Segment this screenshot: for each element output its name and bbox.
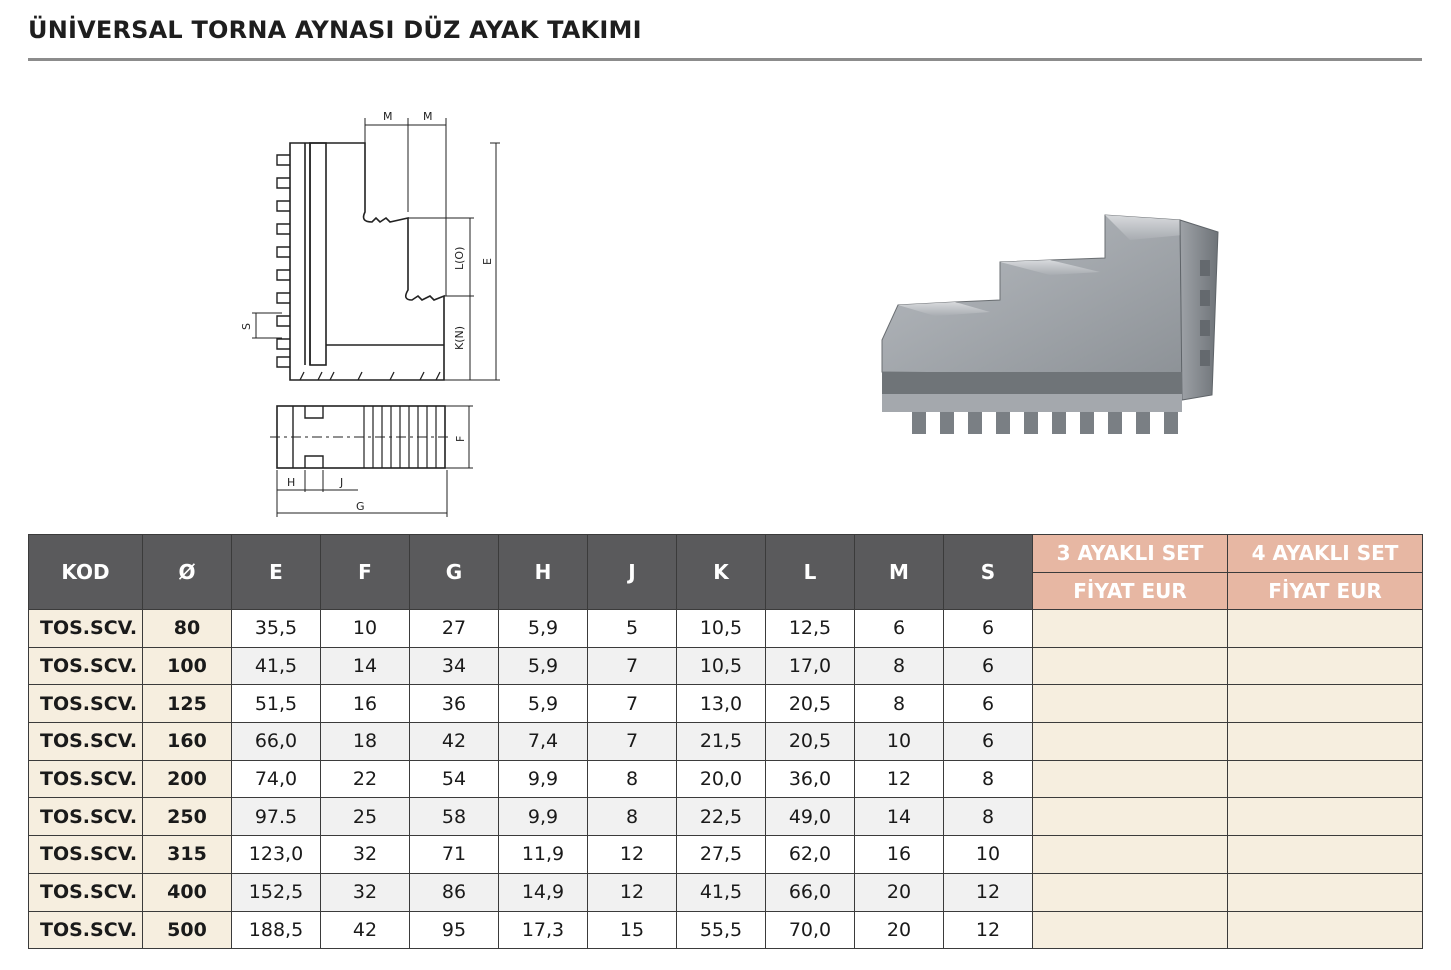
cell-price-3-jaw: [1033, 760, 1228, 798]
cell-s: 10: [944, 836, 1033, 874]
cell-k: 10,5: [677, 610, 766, 648]
cell-j: 5: [588, 610, 677, 648]
cell-f: 32: [321, 836, 410, 874]
cell-k: 21,5: [677, 723, 766, 761]
cell-diameter: 315: [143, 836, 232, 874]
cell-price-4-jaw: [1228, 873, 1423, 911]
cell-s: 6: [944, 723, 1033, 761]
table-row: [29, 685, 1423, 723]
cell-j: 15: [588, 911, 677, 949]
cell-h: 5,9: [499, 685, 588, 723]
cell-j: 12: [588, 873, 677, 911]
col-header-f: F: [321, 535, 410, 610]
cell-kod: TOS.SCV.: [29, 836, 143, 874]
table-row: [29, 610, 1423, 648]
cell-k: 41,5: [677, 873, 766, 911]
cell-f: 16: [321, 685, 410, 723]
cell-price-3-jaw: [1033, 873, 1228, 911]
cell-f: 42: [321, 911, 410, 949]
cell-diameter: 160: [143, 723, 232, 761]
cell-m: 6: [855, 610, 944, 648]
cell-f: 25: [321, 798, 410, 836]
cell-diameter: 500: [143, 911, 232, 949]
cell-e: 74,0: [232, 760, 321, 798]
cell-m: 8: [855, 685, 944, 723]
cell-price-4-jaw: [1228, 685, 1423, 723]
col-header-3-jaw-set: 3 AYAKLI SET: [1033, 535, 1228, 573]
dim-label-e: E: [481, 258, 494, 265]
cell-k: 20,0: [677, 760, 766, 798]
cell-m: 8: [855, 647, 944, 685]
cell-l: 20,5: [766, 685, 855, 723]
cell-j: 8: [588, 760, 677, 798]
cell-price-4-jaw: [1228, 911, 1423, 949]
table-row: [29, 647, 1423, 685]
cell-h: 9,9: [499, 798, 588, 836]
cell-m: 10: [855, 723, 944, 761]
cell-f: 14: [321, 647, 410, 685]
cell-g: 34: [410, 647, 499, 685]
col-header-kod: KOD: [29, 535, 143, 610]
dim-label-m2: M: [423, 110, 433, 123]
cell-kod: TOS.SCV.: [29, 760, 143, 798]
col-header-m: M: [855, 535, 944, 610]
cell-kod: TOS.SCV.: [29, 685, 143, 723]
jaw-product-image: [870, 205, 1230, 445]
dim-label-f: F: [454, 435, 467, 442]
cell-j: 7: [588, 723, 677, 761]
cell-e: 35,5: [232, 610, 321, 648]
cell-k: 55,5: [677, 911, 766, 949]
cell-l: 36,0: [766, 760, 855, 798]
col-header-g: G: [410, 535, 499, 610]
cell-diameter: 200: [143, 760, 232, 798]
cell-price-3-jaw: [1033, 723, 1228, 761]
cell-price-4-jaw: [1228, 647, 1423, 685]
cell-l: 20,5: [766, 723, 855, 761]
cell-s: 8: [944, 798, 1033, 836]
cell-f: 22: [321, 760, 410, 798]
cell-diameter: 250: [143, 798, 232, 836]
cell-diameter: 100: [143, 647, 232, 685]
dim-label-s: S: [240, 323, 253, 330]
cell-price-3-jaw: [1033, 685, 1228, 723]
cell-kod: TOS.SCV.: [29, 798, 143, 836]
cell-h: 5,9: [499, 647, 588, 685]
cell-diameter: 125: [143, 685, 232, 723]
table-row: [29, 723, 1423, 761]
cell-kod: TOS.SCV.: [29, 647, 143, 685]
cell-k: 27,5: [677, 836, 766, 874]
cell-k: 13,0: [677, 685, 766, 723]
technical-drawing: [230, 100, 530, 525]
cell-k: 22,5: [677, 798, 766, 836]
cell-g: 71: [410, 836, 499, 874]
cell-e: 188,5: [232, 911, 321, 949]
dim-label-j: J: [340, 476, 344, 489]
cell-f: 32: [321, 873, 410, 911]
cell-s: 8: [944, 760, 1033, 798]
cell-j: 12: [588, 836, 677, 874]
cell-price-3-jaw: [1033, 647, 1228, 685]
cell-h: 11,9: [499, 836, 588, 874]
cell-price-4-jaw: [1228, 723, 1423, 761]
cell-h: 14,9: [499, 873, 588, 911]
cell-l: 62,0: [766, 836, 855, 874]
cell-price-3-jaw: [1033, 911, 1228, 949]
table-row: [29, 836, 1423, 874]
table-row: [29, 911, 1423, 949]
cell-s: 12: [944, 911, 1033, 949]
col-header-price-eur-3: FİYAT EUR: [1033, 572, 1228, 610]
cell-j: 7: [588, 685, 677, 723]
page-title: ÜNİVERSAL TORNA AYNASI DÜZ AYAK TAKIMI: [28, 16, 642, 44]
cell-h: 17,3: [499, 911, 588, 949]
cell-g: 95: [410, 911, 499, 949]
cell-m: 16: [855, 836, 944, 874]
col-header-h: H: [499, 535, 588, 610]
cell-f: 18: [321, 723, 410, 761]
cell-m: 12: [855, 760, 944, 798]
cell-h: 7,4: [499, 723, 588, 761]
cell-m: 14: [855, 798, 944, 836]
cell-m: 20: [855, 911, 944, 949]
spec-table: [28, 534, 1423, 949]
table-row: [29, 798, 1423, 836]
cell-l: 17,0: [766, 647, 855, 685]
dim-label-g: G: [356, 500, 365, 513]
col-header-4-jaw-set: 4 AYAKLI SET: [1228, 535, 1423, 573]
cell-price-4-jaw: [1228, 798, 1423, 836]
cell-e: 66,0: [232, 723, 321, 761]
cell-kod: TOS.SCV.: [29, 610, 143, 648]
cell-f: 10: [321, 610, 410, 648]
cell-diameter: 80: [143, 610, 232, 648]
cell-m: 20: [855, 873, 944, 911]
cell-price-4-jaw: [1228, 610, 1423, 648]
table-row: [29, 760, 1423, 798]
cell-k: 10,5: [677, 647, 766, 685]
cell-kod: TOS.SCV.: [29, 873, 143, 911]
cell-g: 42: [410, 723, 499, 761]
cell-s: 6: [944, 610, 1033, 648]
col-header-diameter: Ø: [143, 535, 232, 610]
cell-e: 41,5: [232, 647, 321, 685]
cell-l: 66,0: [766, 873, 855, 911]
cell-h: 9,9: [499, 760, 588, 798]
cell-g: 36: [410, 685, 499, 723]
cell-h: 5,9: [499, 610, 588, 648]
cell-e: 51,5: [232, 685, 321, 723]
cell-price-4-jaw: [1228, 836, 1423, 874]
cell-e: 97.5: [232, 798, 321, 836]
cell-g: 54: [410, 760, 499, 798]
cell-g: 86: [410, 873, 499, 911]
col-header-price-eur-4: FİYAT EUR: [1228, 572, 1423, 610]
cell-e: 152,5: [232, 873, 321, 911]
cell-kod: TOS.SCV.: [29, 911, 143, 949]
cell-price-3-jaw: [1033, 610, 1228, 648]
dim-label-l: L(O): [453, 246, 466, 270]
col-header-s: S: [944, 535, 1033, 610]
col-header-k: K: [677, 535, 766, 610]
cell-l: 49,0: [766, 798, 855, 836]
table-row: [29, 873, 1423, 911]
cell-j: 7: [588, 647, 677, 685]
dim-label-h: H: [287, 476, 296, 489]
cell-s: 6: [944, 647, 1033, 685]
cell-price-3-jaw: [1033, 836, 1228, 874]
spec-table-body: [29, 610, 1423, 949]
col-header-l: L: [766, 535, 855, 610]
cell-g: 58: [410, 798, 499, 836]
cell-j: 8: [588, 798, 677, 836]
cell-diameter: 400: [143, 873, 232, 911]
title-divider: [28, 58, 1422, 61]
cell-kod: TOS.SCV.: [29, 723, 143, 761]
cell-s: 12: [944, 873, 1033, 911]
cell-price-4-jaw: [1228, 760, 1423, 798]
col-header-e: E: [232, 535, 321, 610]
cell-e: 123,0: [232, 836, 321, 874]
cell-price-3-jaw: [1033, 798, 1228, 836]
cell-l: 12,5: [766, 610, 855, 648]
dim-label-k: K(N): [453, 325, 466, 350]
cell-l: 70,0: [766, 911, 855, 949]
cell-g: 27: [410, 610, 499, 648]
cell-s: 6: [944, 685, 1033, 723]
col-header-j: J: [588, 535, 677, 610]
dim-label-m1: M: [383, 110, 393, 123]
